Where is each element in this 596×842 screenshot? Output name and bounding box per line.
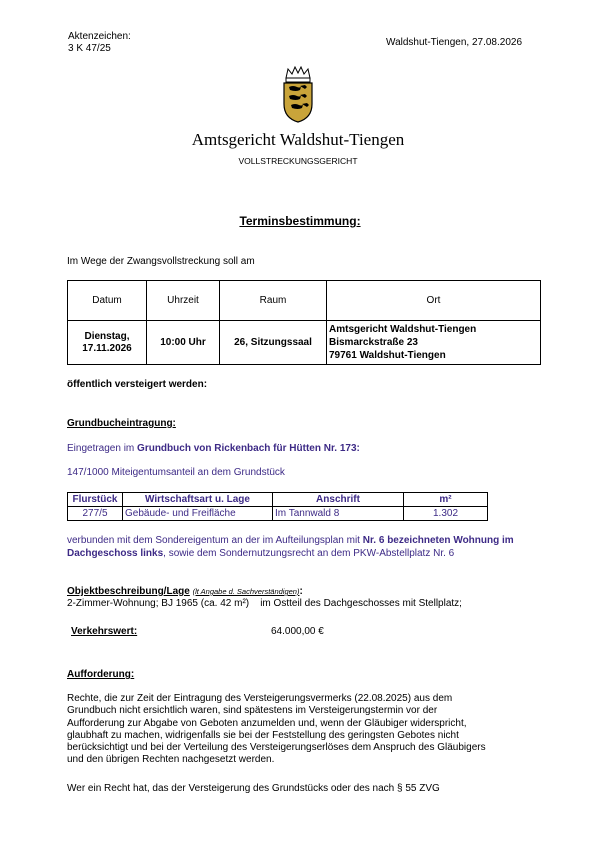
date-weekday: Dienstag, bbox=[84, 330, 130, 342]
court-name: Amtsgericht Waldshut-Tiengen bbox=[191, 130, 405, 149]
cell-m2: 1.302 bbox=[404, 507, 488, 521]
aufforderung-line-2: Grundbuch nicht ersichtlich waren, sind spätestens im Versteigerungstermin vor der bbox=[67, 705, 438, 717]
objekt-colon: : bbox=[299, 586, 303, 597]
court-department: VOLLSTRECKUNGSGERICHT bbox=[238, 156, 358, 166]
grundbuch-entry bbox=[67, 443, 360, 454]
date-value: 17.11.2026 bbox=[82, 342, 132, 354]
objekt-text: 2-Zimmer-Wohnung; BJ 1965 (ca. 42 m²) im Ostteil des Dachgeschosses mit Stellplatz; bbox=[67, 598, 462, 609]
appointment-row bbox=[68, 321, 541, 365]
verkehrswert-label: Verkehrswert: bbox=[71, 626, 138, 637]
objekt-heading-line bbox=[67, 586, 303, 597]
intro-text: Im Wege der Zwangsvollstreckung soll am bbox=[67, 256, 255, 267]
parcel-table bbox=[67, 492, 488, 521]
header-flurstueck: Flurstück bbox=[68, 493, 123, 507]
coat-of-arms-icon bbox=[279, 66, 317, 124]
aufforderung-heading: Aufforderung: bbox=[67, 669, 135, 680]
cell-wirtschaftsart: Gebäude- und Freifläche bbox=[123, 507, 273, 521]
appointment-time: 10:00 Uhr bbox=[147, 321, 220, 365]
verkehrswert-value: 64.000,00 € bbox=[271, 626, 324, 637]
cell-flurstueck: 277/5 bbox=[68, 507, 123, 521]
place-line-1: Amtsgericht Waldshut-Tiengen bbox=[329, 324, 477, 335]
aufforderung-line-1: Rechte, die zur Zeit der Eintragung des Versteigerungsvermerks (22.08.2025) aus dem bbox=[67, 693, 453, 704]
header-raum: Raum bbox=[220, 281, 327, 321]
aufforderung-line-5: berücksichtigt und bei der Verteilung des Versteigerungserlöses dem Anspruch des Gläubigers bbox=[67, 742, 486, 754]
case-number-label: Aktenzeichen: bbox=[68, 31, 131, 42]
case-number: 3 K 47/25 bbox=[68, 43, 111, 54]
cell-anschrift: Im Tannwald 8 bbox=[273, 507, 404, 521]
appointment-place bbox=[327, 321, 541, 365]
header-ort: Ort bbox=[327, 281, 541, 321]
auction-text: öffentlich versteigert werden: bbox=[67, 379, 208, 390]
header-anschrift: Anschrift bbox=[273, 493, 404, 507]
header-uhrzeit: Uhrzeit bbox=[147, 281, 220, 321]
grundbuch-heading: Grundbucheintragung: bbox=[67, 418, 176, 429]
header-datum: Datum bbox=[68, 281, 147, 321]
aufforderung-last-line: Wer ein Recht hat, das der Versteigerung des Grundstücks oder des nach § 55 ZVG bbox=[67, 783, 440, 794]
table-row bbox=[68, 507, 488, 521]
place-line-3: 79761 Waldshut-Tiengen bbox=[329, 350, 446, 361]
aufforderung-line-3: Aufforderung zur Abgabe von Geboten anzumelden und, wenn der Gläubiger widerspricht, bbox=[67, 717, 467, 729]
objekt-note: (lt Angabe d. Sachverständigen) bbox=[192, 587, 300, 596]
case-number-block bbox=[68, 31, 131, 55]
sondereigentum-part-3: , sowie dem Sondernutzungsrecht an dem PKW-Abstellplatz Nr. 6 bbox=[163, 547, 455, 559]
aufforderung-text bbox=[67, 693, 486, 767]
sondereigentum-text bbox=[67, 535, 547, 560]
grundbuch-entry-prefix: Eingetragen im bbox=[67, 443, 138, 454]
sondereigentum-part-1: verbunden mit dem Sondereigentum an der im Aufteilungsplan mit bbox=[67, 535, 363, 546]
header-m2: m² bbox=[404, 493, 488, 507]
appointment-header-row bbox=[68, 281, 541, 321]
place-line-2: Bismarckstraße 23 bbox=[329, 337, 418, 348]
sondereigentum-part-2: Nr. 6 bezeichneten Wohnung im Dachgeschoss links bbox=[67, 535, 514, 559]
page-title: Terminsbestimmung: bbox=[239, 214, 361, 228]
place-date: Waldshut-Tiengen, 27.08.2026 bbox=[386, 37, 523, 48]
objekt-heading: Objektbeschreibung/Lage bbox=[67, 586, 190, 597]
parcel-header-row bbox=[68, 493, 488, 507]
share-text: 147/1000 Miteigentumsanteil an dem Grundstück bbox=[67, 467, 285, 478]
header-wirtschaftsart: Wirtschaftsart u. Lage bbox=[123, 493, 273, 507]
aufforderung-line-4: glaubhaft zu machen, widrigenfalls sie bei der Feststellung des geringsten Gebotes nicht bbox=[67, 729, 459, 741]
grundbuch-entry-register: Grundbuch von Rickenbach für Hütten Nr. 173: bbox=[137, 443, 360, 454]
appointment-room: 26, Sitzungssaal bbox=[220, 321, 327, 365]
appointment-table bbox=[67, 280, 541, 365]
aufforderung-line-6: und den übrigen Rechten nachgesetzt werden. bbox=[67, 754, 275, 766]
appointment-date bbox=[68, 321, 147, 365]
